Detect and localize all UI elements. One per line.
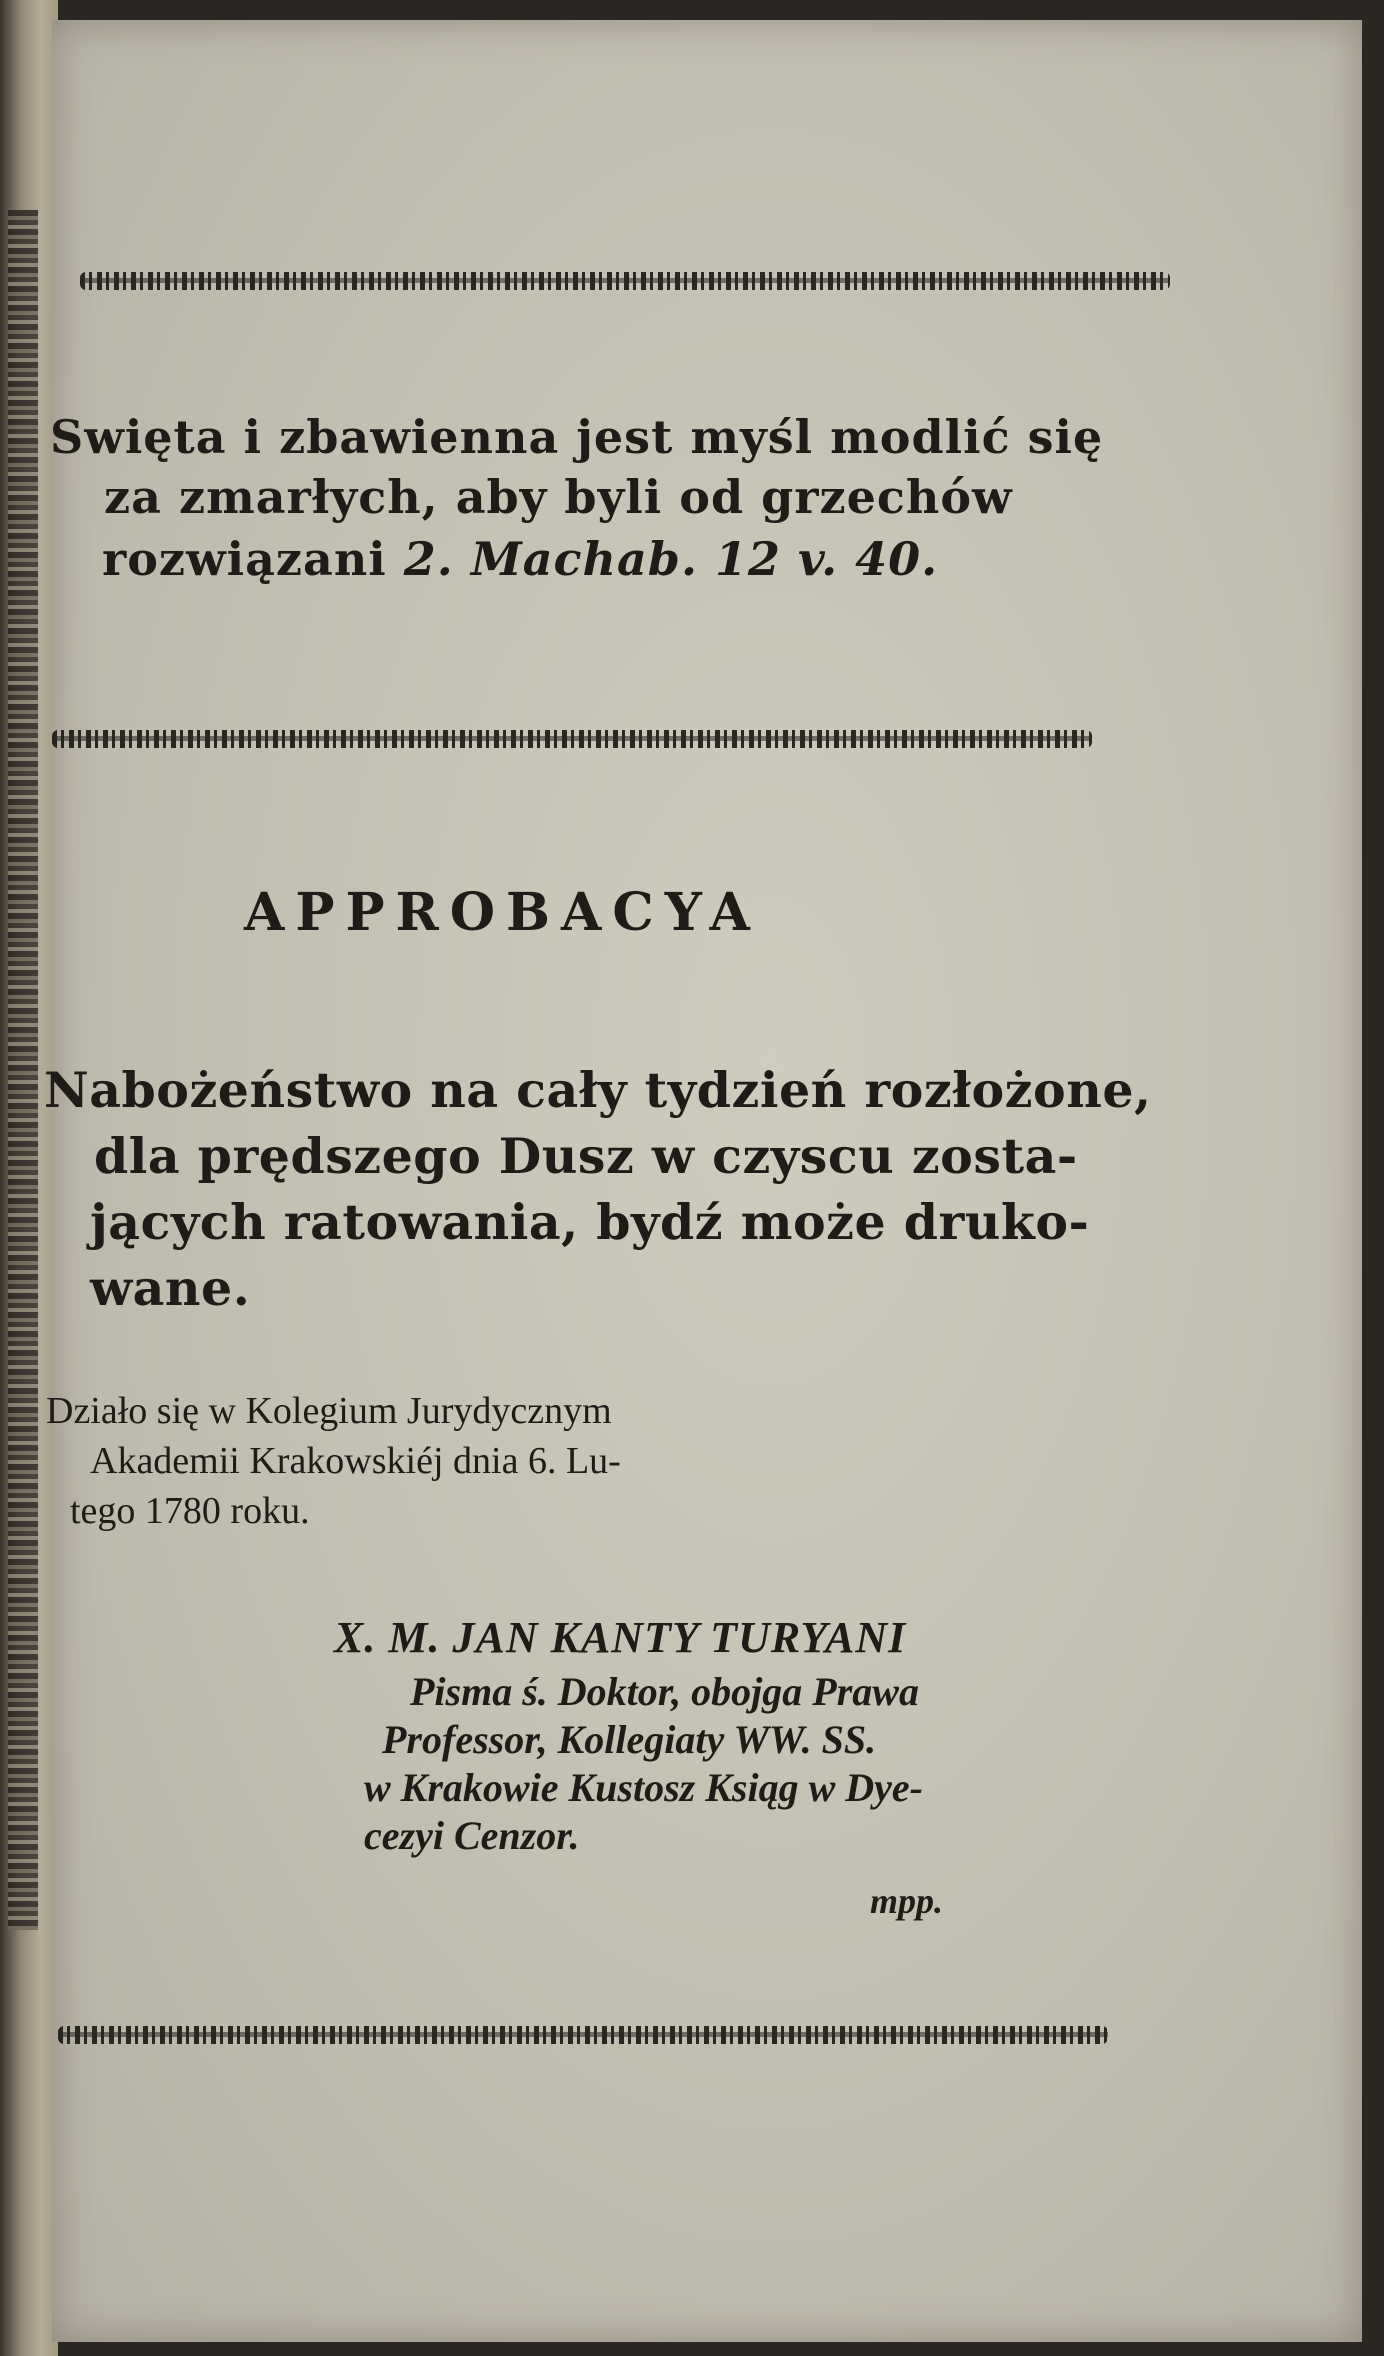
approval-line-1: Nabożeństwo na cały tydzień rozłożone, xyxy=(44,1061,1152,1119)
censor-name: X. M. JAN KANTY TURYANI xyxy=(334,1613,907,1662)
censor-title-line-3: w Krakowie Kustosz Ksiąg w Dye- xyxy=(364,1765,923,1810)
page-title: APPROBACYA xyxy=(244,882,761,943)
scripture-reference: 2. Machab. 12 v. 40. xyxy=(403,532,939,586)
approval-line-3: jących ratowania, bydź może druko- xyxy=(90,1193,1090,1251)
place-date-line-1: Działo się w Kolegium Jurydycznym xyxy=(46,1390,612,1432)
mpp-mark: mpp. xyxy=(870,1881,944,1921)
censor-title-line-4: cezyi Cenzor. xyxy=(364,1813,580,1858)
approval-line-2: dla prędszego Dusz w czyscu zosta- xyxy=(94,1127,1078,1185)
middle-ornament-rule xyxy=(52,730,1092,748)
approval-line-4: wane. xyxy=(90,1259,251,1317)
motto-line-3 xyxy=(102,530,938,588)
place-date-line-2: Akademii Krakowskiéj dnia 6. Lu- xyxy=(90,1440,621,1482)
book-page xyxy=(44,20,1362,2342)
censor-title-line-1: Pisma ś. Doktor, obojga Prawa xyxy=(410,1669,919,1714)
motto-line-3-text: rozwiązani xyxy=(102,532,404,586)
top-ornament-rule xyxy=(80,272,1170,290)
book-gutter xyxy=(0,0,58,2356)
bottom-ornament-rule xyxy=(58,2026,1108,2044)
motto-line-1: Swięta i zbawienna jest myśl modlić się xyxy=(50,410,1104,464)
place-date-line-3: tego 1780 roku. xyxy=(70,1490,310,1532)
facing-page-edge xyxy=(8,210,38,1930)
censor-title-line-2: Professor, Kollegiaty WW. SS. xyxy=(382,1717,877,1762)
motto-line-2: za zmarłych, aby byli od grzechów xyxy=(104,470,1013,524)
